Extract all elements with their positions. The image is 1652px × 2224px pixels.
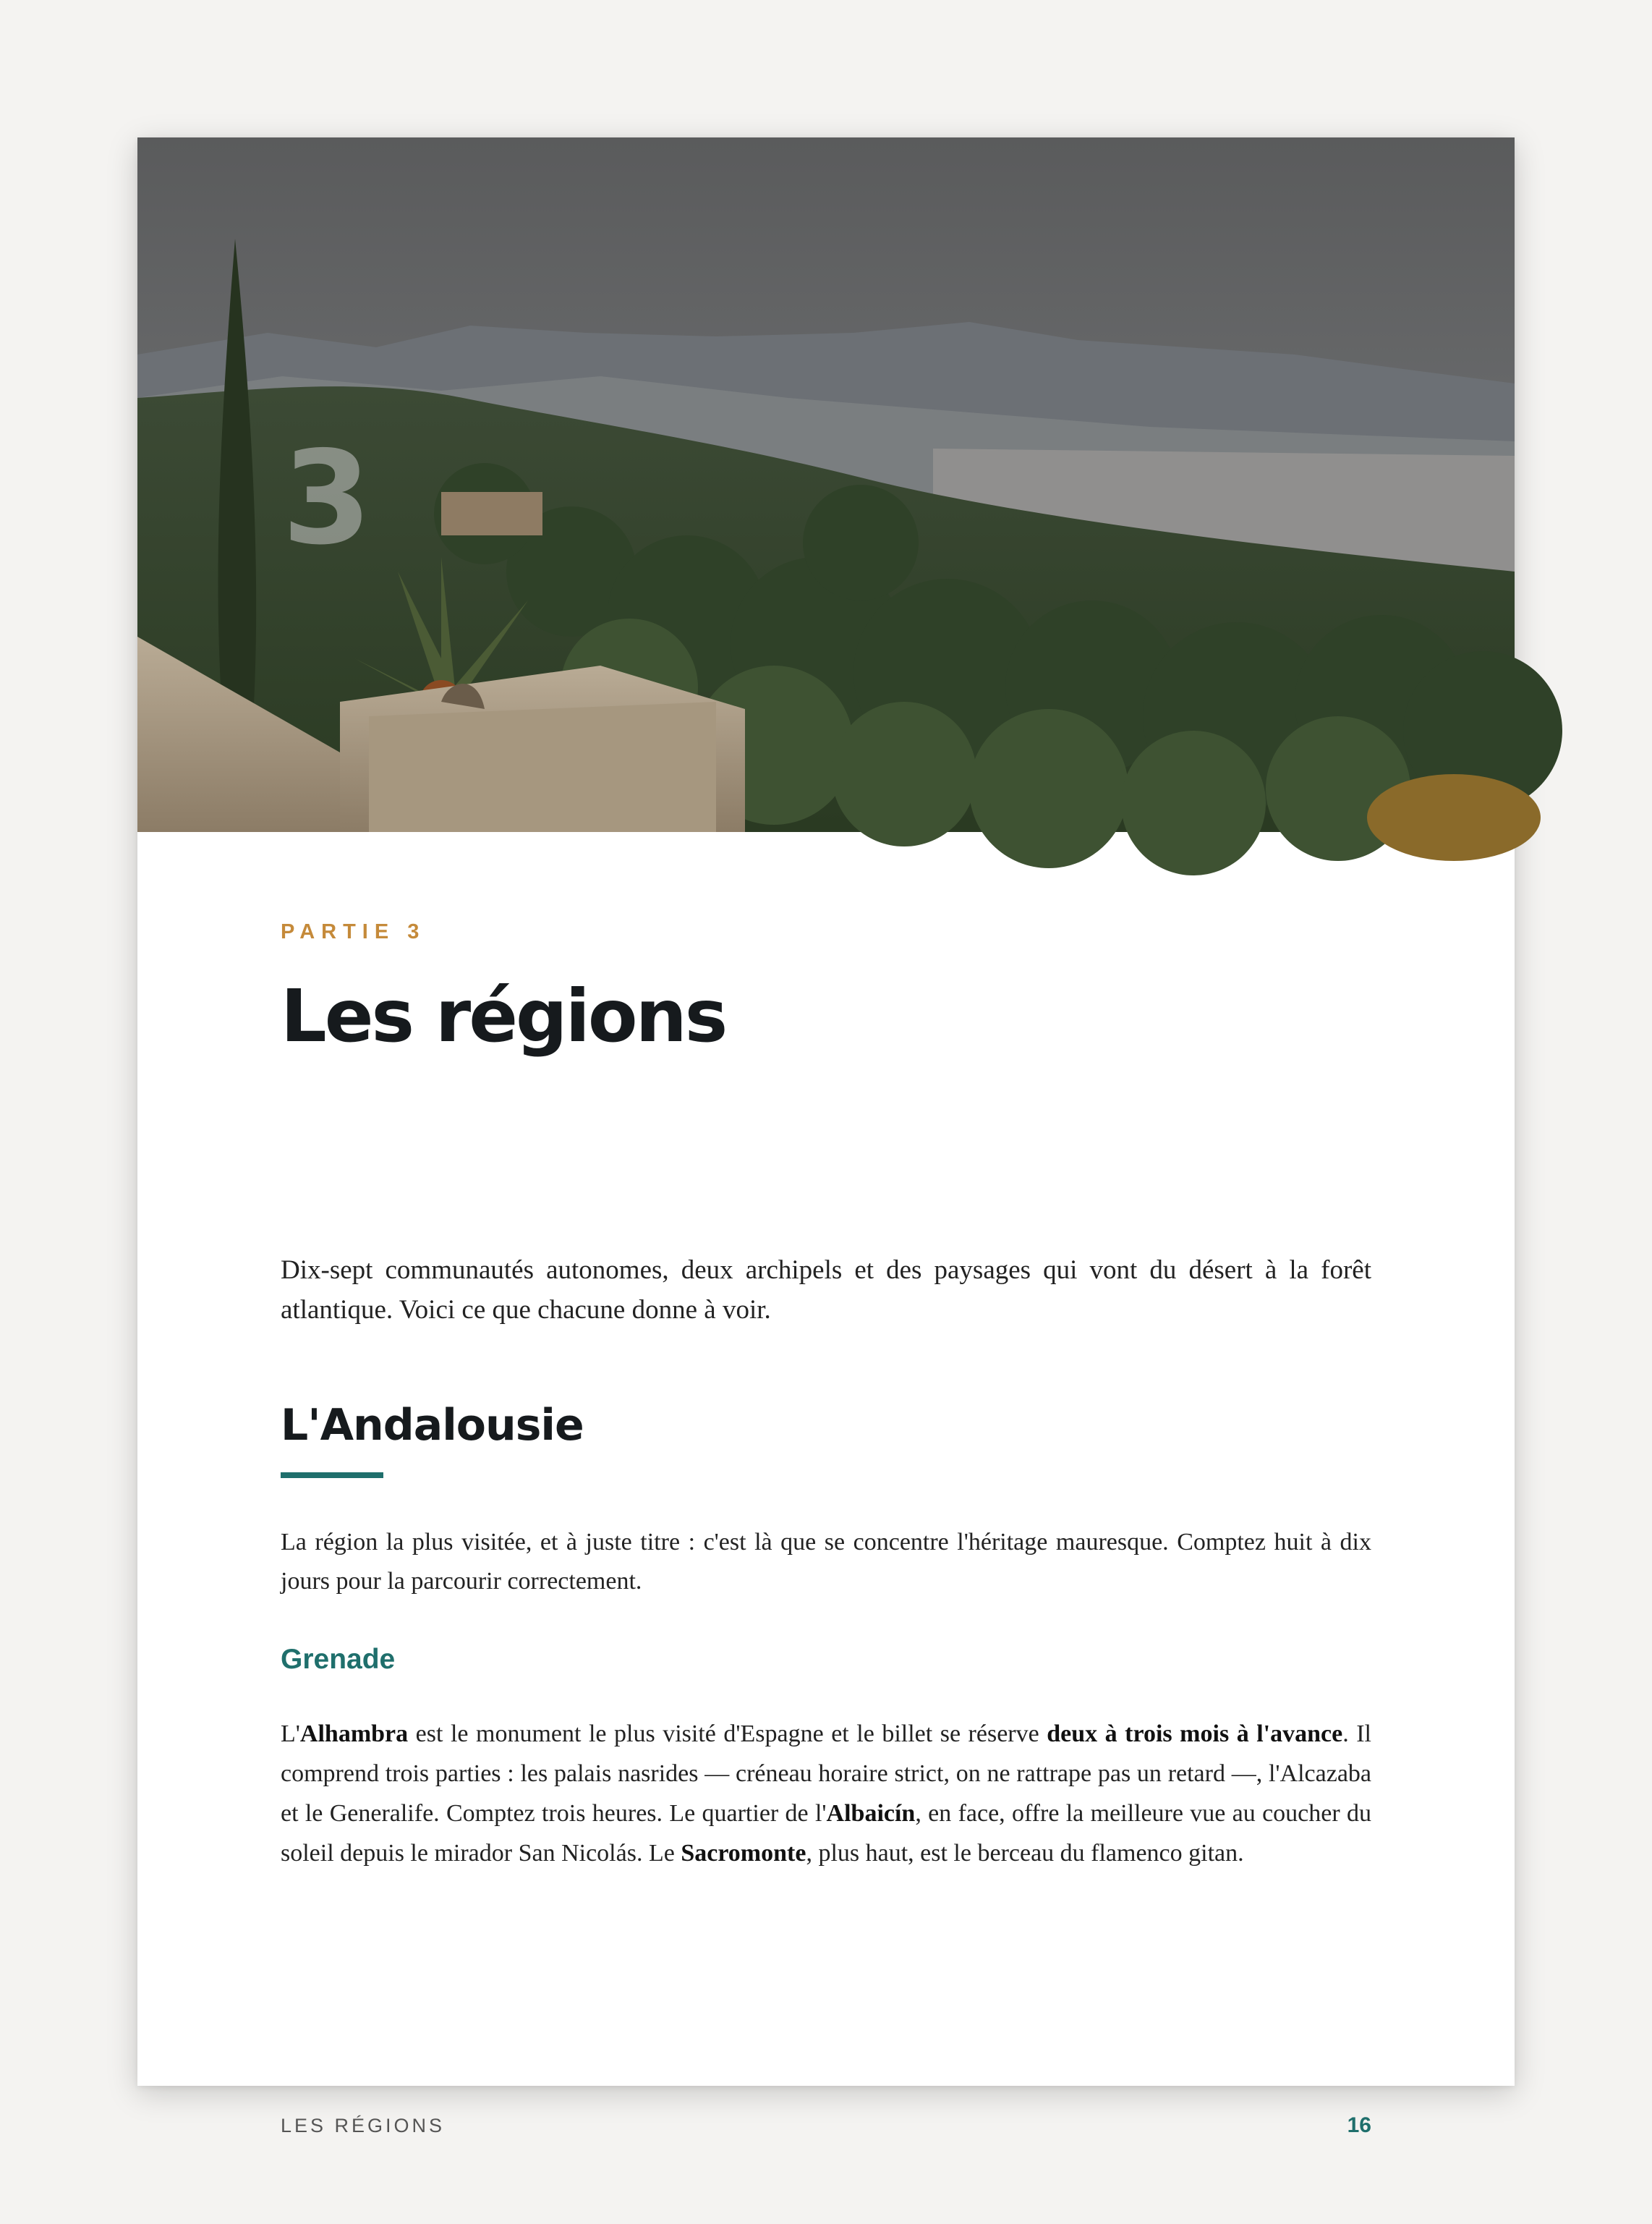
- chapter-number: 3: [282, 423, 369, 573]
- page-title: Les régions: [281, 974, 726, 1058]
- text-segment: est le monument le plus visité d'Espagne et le billet se réserve: [408, 1720, 1047, 1747]
- bold-term-albaicin: Albaicín: [826, 1800, 916, 1827]
- hero-image: [137, 137, 1515, 832]
- document-page: [137, 137, 1515, 2137]
- text-segment: , en face, offre la meilleure vue au coucher du soleil depuis le mirador San Nicolás. Le: [281, 1800, 1371, 1867]
- running-footer: LES RÉGIONS: [281, 2115, 446, 2136]
- bold-term-alhambra: Alhambra: [299, 1720, 409, 1747]
- subsection-paragraph: [281, 1714, 1371, 1873]
- part-label: PARTIE 3: [281, 920, 426, 943]
- page-number: 16: [1347, 2113, 1371, 2137]
- bold-term-sacromonte: Sacromonte: [681, 1840, 806, 1867]
- bold-booking-advice: deux à trois mois à l'avance: [1047, 1720, 1343, 1747]
- subsection-heading: Grenade: [281, 1644, 396, 1675]
- heading-underline: [281, 1472, 383, 1478]
- text-segment: L': [281, 1720, 300, 1747]
- section-heading: L'Andalousie: [281, 1400, 584, 1451]
- text-segment: , plus haut, est le berceau du flamenco gitan.: [806, 1840, 1244, 1867]
- intro-paragraph: Dix-sept communautés autonomes, deux archipels et des paysages qui vont du désert à la forêt atlantique. Voici ce que chacune donne à voir.: [281, 1255, 1371, 1325]
- text-segment: . Il comprend trois parties : les palais nasrides — créneau horaire strict, on ne rattrape pas un retard —, l'Alcazaba et le Generalife. Comptez trois heures. Le quartier de l': [281, 1720, 1371, 1827]
- section-paragraph: La région la plus visitée, et à juste titre : c'est là que se concentre l'héritage mauresque. Comptez huit à dix jours pour la parcourir correctement.: [281, 1529, 1371, 1595]
